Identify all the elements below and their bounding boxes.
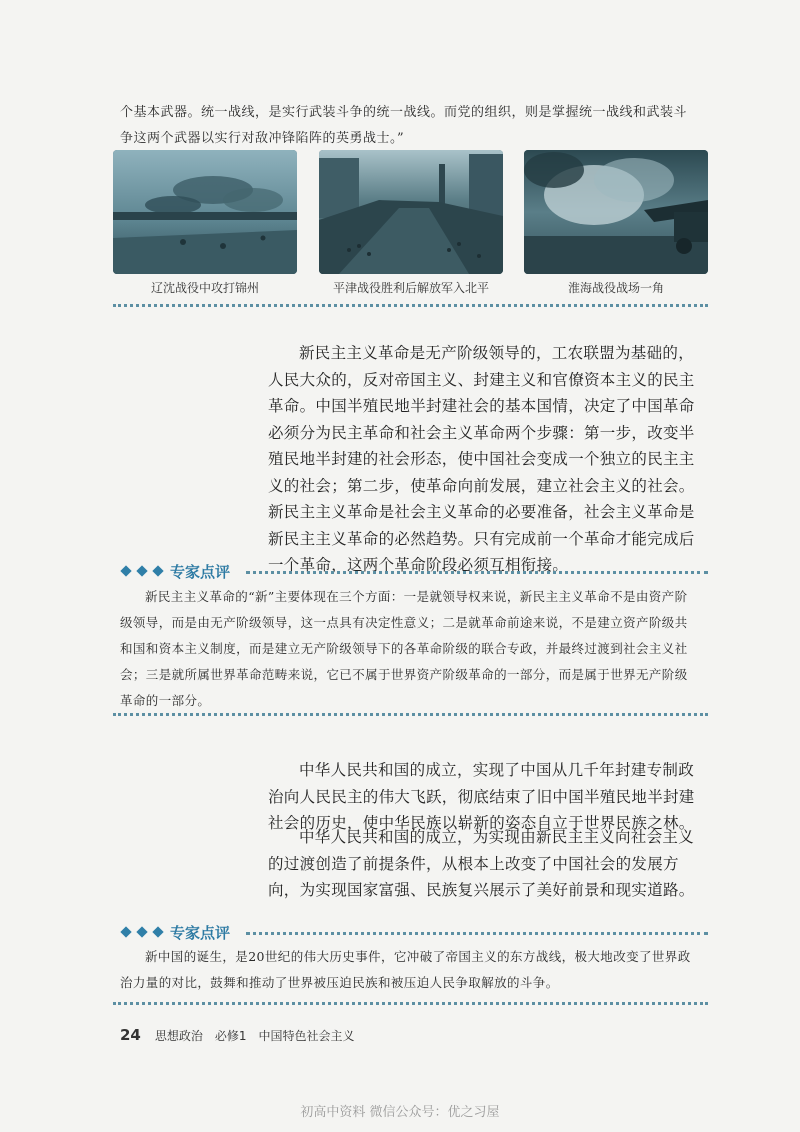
photo-pingjin-image [319,150,503,274]
photo-huaihai-image [524,150,708,274]
expert-comment-title: 专家点评 [170,562,231,581]
photo-row [113,150,708,298]
divider-dotted [246,571,708,574]
diamond-bullets-icon [120,928,164,936]
photo-caption: 辽沈战役中攻打锦州 [150,281,259,295]
photo-caption: 平津战役胜利后解放军入北平 [332,281,489,295]
quote-text: 个基本武器。统一战线，是实行武装斗争的统一战线。而党的组织，则是掌握统一战线和武装斗争这两个武器以实行对敌冲锋陷阵的英勇战士。” [120,105,688,146]
divider-dotted [113,304,708,307]
photo-huaihai [524,150,708,274]
paragraph-prc-founding-1: 中华人民共和国的成立，实现了中国从几千年封建专制政治向人民民主的伟大飞跃，彻底结束了旧中国半殖民地半封建社会的历史，使中华民族以崭新的姿态自立于世界民族之林。 [268,761,695,832]
divider-dotted [113,713,708,716]
photo-pingjin [319,150,503,274]
photo-liaoshen [113,150,297,274]
divider-dotted [246,932,708,935]
photo-card-pingjin [319,150,503,296]
book-title: 思想政治 必修1 中国特色社会主义 [154,1029,355,1043]
page-number: 24 [120,1026,141,1044]
paragraph-new-democratic-revolution: 新民主主义革命是无产阶级领导的，工农联盟为基础的，人民大众的，反对帝国主义、封建主义和官僚资本主义的民主革命。中国半殖民地半封建社会的基本国情，决定了中国革命必须分为民主革命和社会主义革命两个步骤：第一步，改变半殖民地半封建的社会形态，使中国社会变成一个独立的民主主义的社会；第二步，使革命向前发展，建立社会主义的社会。新民主主义革命是社会主义革命的必要准备，社会主义革命是新民主主义革命的必然趋势。只有完成前一个革命才能完成后一个革命，这两个革命阶段必须互相衔接。 [268,344,695,574]
divider-dotted [113,1002,708,1005]
diamond-bullets-icon [120,567,164,575]
expert-comment-title: 专家点评 [170,923,231,942]
expert-comment-body: 新民主主义革命的“新”主要体现在三个方面：一是就领导权来说，新民主主义革命不是由资产阶级领导，而是由无产阶级领导，这一点具有决定性意义；二是就革命前途来说，不是建立资产阶级共和国和资本主义制度，而是建立无产阶级领导下的各革命阶级的联合专政，并最终过渡到社会主义社会；三是就所属世界革命范畴来说，它已不属于世界资产阶级革命的一部分，而是属于世界无产阶级革命的一部分。 [120,589,688,708]
photo-card-liaoshen [113,150,297,296]
watermark-text: 初高中资料 微信公众号：优之习屋 [300,1105,500,1120]
photo-liaoshen-image [113,150,297,274]
expert-comment-header [120,921,230,943]
expert-comment-header [120,560,230,582]
page-footer [120,1026,355,1044]
photo-card-huaihai [524,150,708,296]
expert-comment-body: 新中国的诞生，是20世纪的伟大历史事件，它冲破了帝国主义的东方战线，极大地改变了世界政治力量的对比，鼓舞和推动了世界被压迫民族和被压迫人民争取解放的斗争。 [120,949,691,990]
paragraph-prc-founding-2: 中华人民共和国的成立，为实现由新民主主义向社会主义的过渡创造了前提条件，从根本上改变了中国社会的发展方向，为实现国家富强、民族复兴展示了美好前景和现实道路。 [268,828,695,899]
photo-caption: 淮海战役战场一角 [567,281,664,295]
